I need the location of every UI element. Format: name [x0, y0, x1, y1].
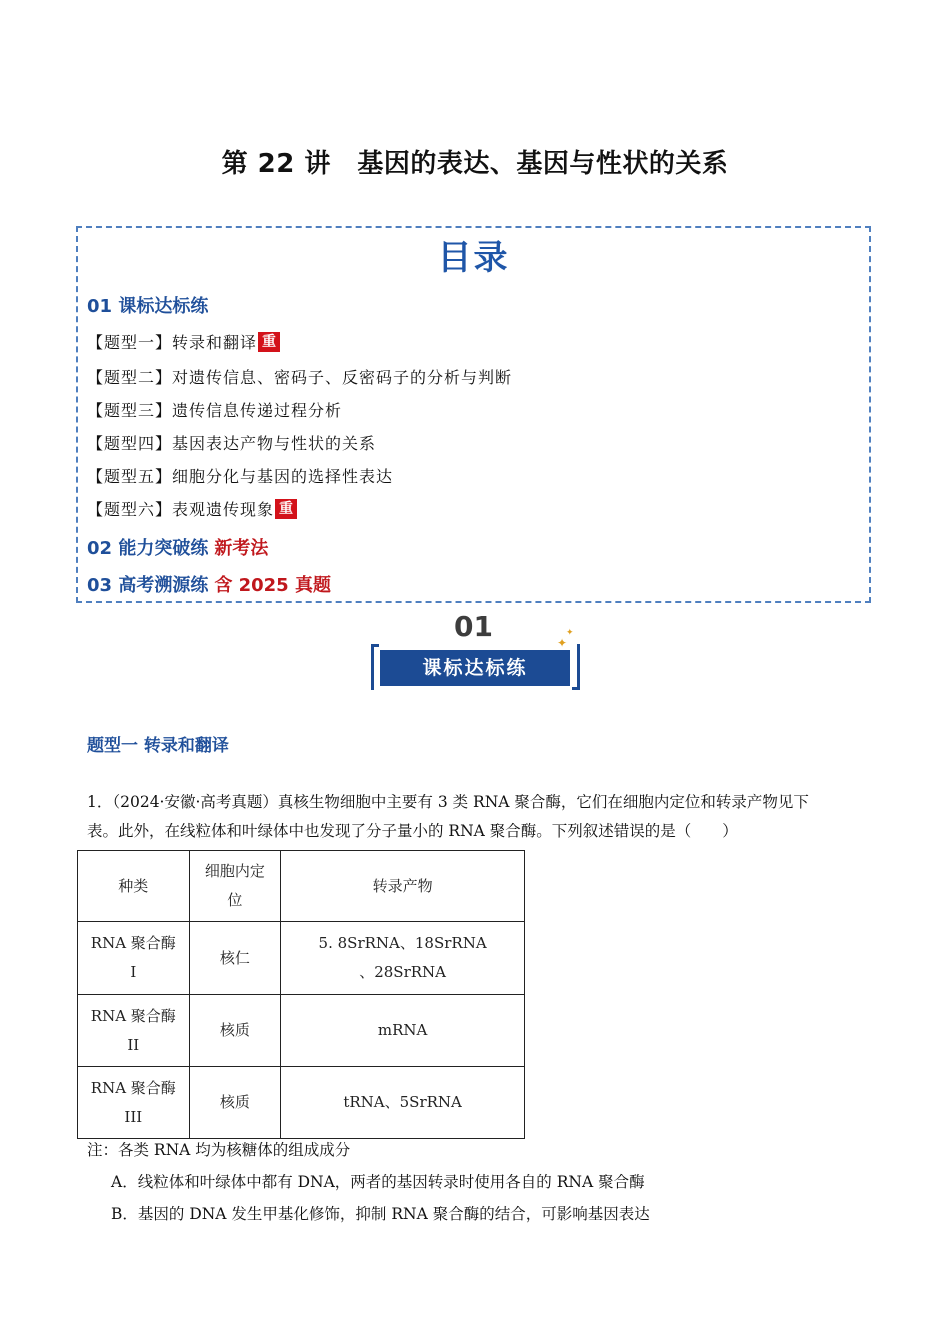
- toc-section-tag: 新考法: [214, 538, 269, 559]
- question-stem: [87, 788, 857, 846]
- table-of-contents: [76, 226, 871, 603]
- toc-item-type-1[interactable]: [87, 330, 280, 353]
- table-note: 注：各类 RNA 均为核糖体的组成成分: [87, 1141, 351, 1159]
- toc-heading: 目录: [437, 238, 510, 278]
- sparkle-icon: ✦: [566, 628, 574, 638]
- table-cell: 核质: [189, 995, 281, 1067]
- important-badge: 重: [275, 499, 297, 519]
- toc-item-label: 【题型四】基因表达产物与性状的关系: [87, 434, 377, 453]
- table-cell: 核仁: [189, 922, 281, 995]
- table-row: [78, 995, 525, 1067]
- table-cell: mRNA: [281, 995, 525, 1067]
- option-b[interactable]: B．基因的 DNA 发生甲基化修饰，抑制 RNA 聚合酶的结合，可影响基因表达: [111, 1205, 650, 1223]
- important-badge: 重: [258, 332, 280, 352]
- table-cell: RNA 聚合酶 I: [78, 922, 190, 995]
- table-cell: RNA 聚合酶 III: [78, 1067, 190, 1139]
- toc-item-type-6[interactable]: [87, 497, 297, 520]
- header-cell: 细胞内定 位: [189, 851, 281, 922]
- table-cell: 5. 8SrRNA、18SrRNA 、28SrRNA: [281, 922, 525, 995]
- header-cell: 种类: [78, 851, 190, 922]
- bracket-decoration: [572, 644, 580, 690]
- toc-section-3[interactable]: [87, 571, 331, 597]
- table-cell: RNA 聚合酶 II: [78, 995, 190, 1067]
- table-cell: tRNA、5SrRNA: [281, 1067, 525, 1139]
- section-number: 01: [454, 610, 493, 643]
- header-cell: 转录产物: [281, 851, 525, 922]
- toc-item-label: 【题型五】细胞分化与基因的选择性表达: [87, 467, 394, 486]
- toc-section-label: 01 课标达标练: [87, 296, 209, 317]
- toc-item-type-3[interactable]: [87, 398, 342, 421]
- toc-item-type-4[interactable]: [87, 431, 376, 454]
- question-line: 表。此外，在线粒体和叶绿体中也发现了分子量小的 RNA 聚合酶。下列叙述错误的是（ ）: [87, 822, 738, 840]
- table-cell: 核质: [189, 1067, 281, 1139]
- toc-section-tag: 含 2025 真题: [214, 575, 331, 596]
- toc-section-label: 02 能力突破练: [87, 538, 209, 559]
- toc-item-label: 【题型三】遗传信息传递过程分析: [87, 401, 343, 420]
- sparkle-icon: ✦: [557, 636, 568, 650]
- question-type-heading: 题型一 转录和翻译: [87, 736, 229, 756]
- toc-section-2[interactable]: [87, 534, 268, 560]
- section-banner: [371, 610, 583, 692]
- table-row: [78, 1067, 525, 1139]
- section-label: 课标达标练: [380, 650, 570, 686]
- option-a[interactable]: A．线粒体和叶绿体中都有 DNA，两者的基因转录时使用各自的 RNA 聚合酶: [111, 1173, 645, 1191]
- toc-item-label: 【题型六】表观遗传现象: [87, 500, 275, 519]
- table-header-row: [78, 851, 525, 922]
- toc-item-type-2[interactable]: [87, 365, 512, 388]
- question-line: 1．（2024·安徽·高考真题）真核生物细胞中主要有 3 类 RNA 聚合酶，它们在细胞内定位和转录产物见下: [87, 793, 809, 811]
- toc-item-label: 【题型二】对遗传信息、密码子、反密码子的分析与判断: [87, 368, 513, 387]
- rna-polymerase-table: [77, 850, 525, 1139]
- toc-section-label: 03 高考溯源练: [87, 575, 209, 596]
- toc-section-1[interactable]: [87, 292, 208, 318]
- toc-item-type-5[interactable]: [87, 464, 393, 487]
- bracket-decoration: [371, 644, 379, 690]
- table-row: [78, 922, 525, 995]
- page-title: 第 22 讲 基因的表达、基因与性状的关系: [221, 149, 729, 179]
- toc-item-label: 【题型一】转录和翻译: [87, 333, 258, 352]
